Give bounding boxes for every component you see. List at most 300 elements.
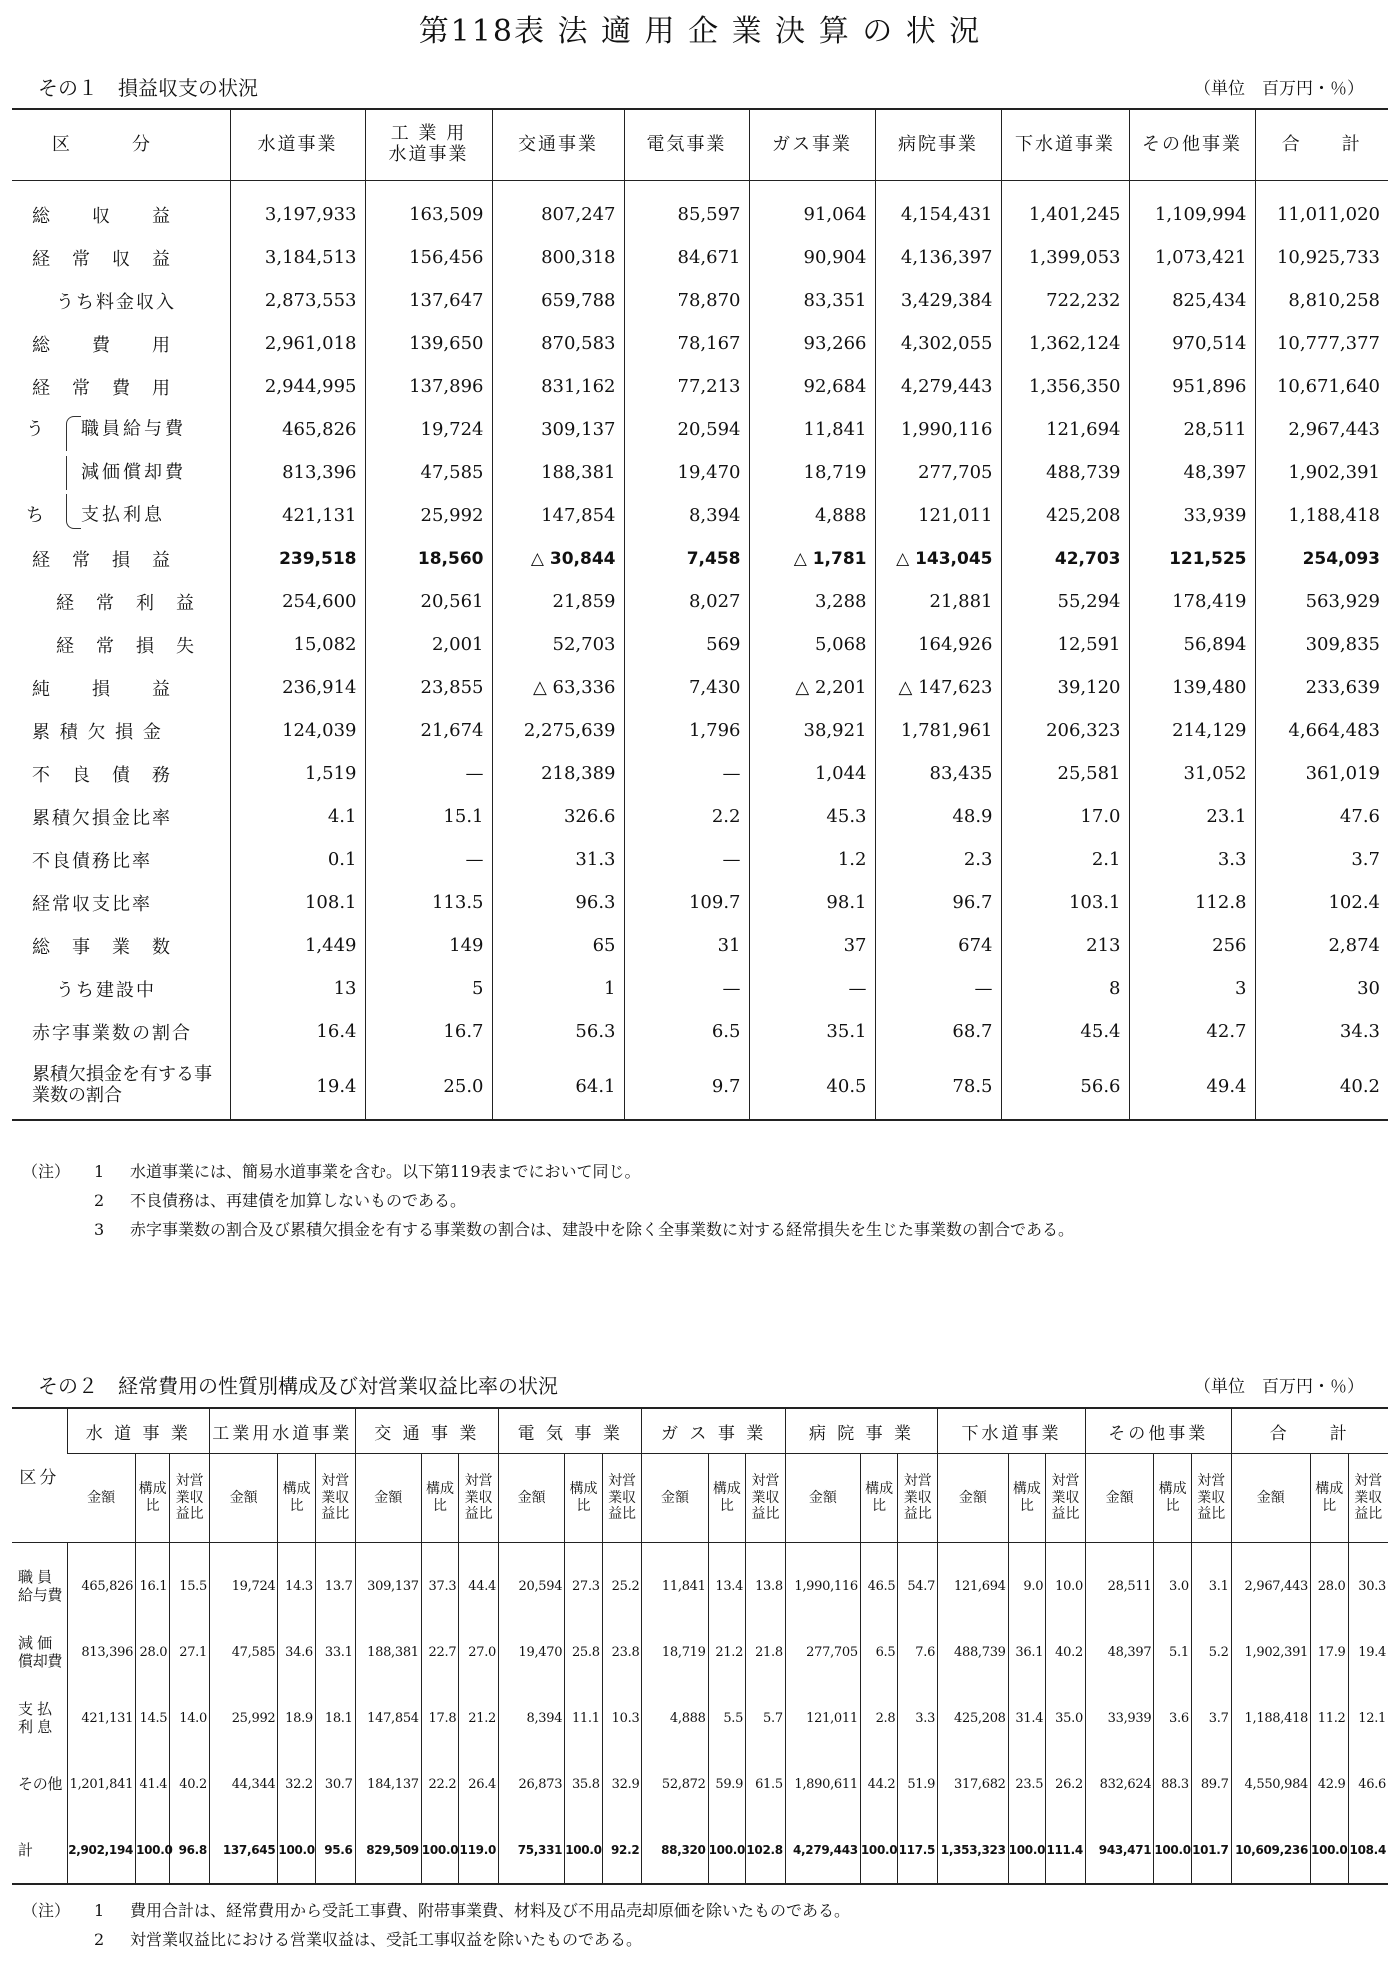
value-cell: 6.5 (860, 1619, 898, 1685)
value-cell: 3.3 (898, 1685, 938, 1751)
group-header: ガ ス 事 業 (642, 1408, 785, 1454)
value-cell: 117.5 (898, 1817, 938, 1884)
value-cell: 2,873,553 (230, 279, 365, 322)
value-cell: 59.9 (708, 1751, 746, 1817)
row-label-lead (26, 458, 66, 484)
value-cell: 112.8 (1129, 881, 1255, 924)
value-cell: 102.8 (746, 1817, 786, 1884)
value-cell: 42.9 (1311, 1751, 1349, 1817)
sub-header: 対営 業収 益比 (1046, 1454, 1086, 1543)
value-cell: 21,674 (365, 709, 492, 752)
note-line (22, 1186, 1382, 1215)
value-cell: 870,583 (492, 322, 624, 365)
value-cell: 2.1 (1001, 838, 1129, 881)
value-cell: 23,855 (365, 666, 492, 709)
value-cell: 121,694 (1001, 408, 1129, 451)
note-text: 赤字事業数の割合及び累積欠損金を有する事業数の割合は、建設中を除く全事業数に対する経常損失を生じた事業数の割合である。 (130, 1220, 1075, 1239)
value-cell: 3.1 (1191, 1543, 1231, 1620)
group-header: 工業用水道事業 (209, 1408, 355, 1454)
value-cell: 54.7 (898, 1543, 938, 1620)
value-cell: 4,136,397 (875, 236, 1001, 279)
value-cell: 8,394 (499, 1685, 565, 1751)
table-row (12, 967, 1388, 1010)
note-text: 水道事業には、簡易水道事業を含む。以下第119表までにおいて同じ。 (130, 1162, 641, 1181)
value-cell: 13 (230, 967, 365, 1010)
value-cell: 8,394 (624, 494, 749, 537)
value-cell: 1,401,245 (1001, 181, 1129, 237)
value-cell: 108.1 (230, 881, 365, 924)
col-header: 電気事業 (624, 109, 749, 181)
value-cell: 2,967,443 (1231, 1543, 1310, 1620)
value-cell: 75,331 (499, 1817, 565, 1884)
table-row (12, 666, 1388, 709)
value-cell: 326.6 (492, 795, 624, 838)
value-cell: 33,939 (1129, 494, 1255, 537)
value-cell: 31,052 (1129, 752, 1255, 795)
value-cell: 124,039 (230, 709, 365, 752)
profit-loss-table (12, 108, 1388, 1121)
row-label: 総 収 益 (32, 205, 172, 227)
row-label: 経 常 利 益 (56, 592, 196, 614)
value-cell: 101.7 (1191, 1817, 1231, 1884)
value-cell: — (365, 752, 492, 795)
value-cell: 2,902,194 (67, 1817, 135, 1884)
row-label: 支 払 利 息 (18, 1700, 52, 1736)
sub-header: 金額 (938, 1454, 1009, 1543)
value-cell: 42.7 (1129, 1010, 1255, 1053)
value-cell: 206,323 (1001, 709, 1129, 752)
value-cell: 5.7 (746, 1685, 786, 1751)
sub-header: 構成 比 (136, 1454, 170, 1543)
value-cell: 96.8 (170, 1817, 210, 1884)
value-cell: 14.5 (136, 1685, 170, 1751)
value-cell: 10.0 (1046, 1543, 1086, 1620)
row-label-text: 職員給与費 (81, 418, 186, 440)
value-cell: 1,990,116 (785, 1543, 860, 1620)
note-line (22, 1157, 1382, 1186)
value-cell: 156,456 (365, 236, 492, 279)
value-cell: 951,896 (1129, 365, 1255, 408)
value-cell: 23.5 (1008, 1751, 1046, 1817)
table-row (12, 1751, 1388, 1817)
value-cell: 27.0 (459, 1619, 499, 1685)
value-cell: 32.2 (278, 1751, 316, 1817)
value-cell: 17.8 (421, 1685, 459, 1751)
brace-mark (66, 494, 81, 529)
sub-header: 金額 (1231, 1454, 1310, 1543)
row-label: 総 費 用 (32, 334, 172, 356)
value-cell: 1,902,391 (1231, 1619, 1310, 1685)
col-header: その他事業 (1129, 109, 1255, 181)
value-cell: 188,381 (492, 451, 624, 494)
row-label: 経 常 収 益 (32, 248, 172, 270)
value-cell: 96.3 (492, 881, 624, 924)
note-text: 対営業収益比における営業収益は、受託工事収益を除いたものである。 (130, 1930, 643, 1949)
row-label: 職 員 給与費 (18, 1568, 63, 1604)
value-cell: 93,266 (749, 322, 875, 365)
row-label: 累積欠損金比率 (32, 807, 172, 829)
value-cell: 149 (365, 924, 492, 967)
sub-header: 対営 業収 益比 (746, 1454, 786, 1543)
sub-header: 対営 業収 益比 (459, 1454, 499, 1543)
value-cell: 102.4 (1255, 881, 1388, 924)
value-cell: 233,639 (1255, 666, 1388, 709)
row-label-text: 減価償却費 (81, 461, 186, 483)
value-cell: △ 2,201 (749, 666, 875, 709)
value-cell: 218,389 (492, 752, 624, 795)
part2-unit: （単位 百万円・％） (1194, 1377, 1364, 1397)
note-number: 2 (94, 1191, 105, 1210)
row-label: 赤字事業数の割合 (32, 1022, 192, 1044)
value-cell: 213 (1001, 924, 1129, 967)
value-cell: 35.1 (749, 1010, 875, 1053)
table-row (12, 279, 1388, 322)
row-label: 不良債務比率 (32, 850, 152, 872)
value-cell: 147,854 (492, 494, 624, 537)
value-cell: 30.3 (1348, 1543, 1388, 1620)
value-cell: 56.3 (492, 1010, 624, 1053)
value-cell: 37.3 (421, 1543, 459, 1620)
value-cell: 100.0 (1008, 1817, 1046, 1884)
value-cell: 4,302,055 (875, 322, 1001, 365)
value-cell: 45.3 (749, 795, 875, 838)
value-cell: 109.7 (624, 881, 749, 924)
value-cell: 139,650 (365, 322, 492, 365)
value-cell: 21.2 (708, 1619, 746, 1685)
table-row (12, 236, 1388, 279)
value-cell: 33,939 (1085, 1685, 1153, 1751)
value-cell: 1,449 (230, 924, 365, 967)
table-row (12, 451, 1388, 494)
value-cell: 813,396 (67, 1619, 135, 1685)
value-cell: 943,471 (1085, 1817, 1153, 1884)
value-cell: 813,396 (230, 451, 365, 494)
value-cell: 178,419 (1129, 580, 1255, 623)
value-cell: 108.4 (1348, 1817, 1388, 1884)
value-cell: 20,594 (499, 1543, 565, 1620)
value-cell: 465,826 (230, 408, 365, 451)
value-cell: 18.1 (315, 1685, 355, 1751)
value-cell: 65 (492, 924, 624, 967)
value-cell: 163,509 (365, 181, 492, 237)
value-cell: 46.6 (1348, 1751, 1388, 1817)
sub-header: 金額 (1085, 1454, 1153, 1543)
value-cell: 239,518 (230, 537, 365, 580)
note-line (22, 1896, 1382, 1925)
sub-header: 構成 比 (565, 1454, 603, 1543)
value-cell: 40.2 (1046, 1619, 1086, 1685)
table-row (12, 537, 1388, 580)
value-cell: 26.4 (459, 1751, 499, 1817)
sub-header: 対営 業収 益比 (602, 1454, 642, 1543)
value-cell: 5,068 (749, 623, 875, 666)
value-cell: 18,719 (642, 1619, 708, 1685)
row-label-lead: う (26, 418, 44, 440)
value-cell: 8 (1001, 967, 1129, 1010)
value-cell: 831,162 (492, 365, 624, 408)
value-cell: 119.0 (459, 1817, 499, 1884)
value-cell: 3,197,933 (230, 181, 365, 237)
value-cell: 36.1 (1008, 1619, 1046, 1685)
value-cell: 832,624 (1085, 1751, 1153, 1817)
value-cell: 277,705 (785, 1619, 860, 1685)
value-cell: 84,671 (624, 236, 749, 279)
value-cell: 40.2 (1255, 1053, 1388, 1120)
value-cell: 100.0 (278, 1817, 316, 1884)
note-line (22, 1925, 1382, 1954)
value-cell: 25.8 (565, 1619, 603, 1685)
value-cell: 1,044 (749, 752, 875, 795)
value-cell: 254,093 (1255, 537, 1388, 580)
note-number: 1 (94, 1162, 105, 1181)
group-header: 電 気 事 業 (499, 1408, 642, 1454)
value-cell: 8,810,258 (1255, 279, 1388, 322)
value-cell: 4,664,483 (1255, 709, 1388, 752)
row-label (12, 494, 230, 537)
value-cell: 3.6 (1154, 1685, 1192, 1751)
value-cell: 30.7 (315, 1751, 355, 1817)
value-cell: 164,926 (875, 623, 1001, 666)
value-cell: 26,873 (499, 1751, 565, 1817)
value-cell: 18,560 (365, 537, 492, 580)
value-cell: 2,001 (365, 623, 492, 666)
col-header: 合 計 (1255, 109, 1388, 181)
value-cell: 254,600 (230, 580, 365, 623)
value-cell: 100.0 (1311, 1817, 1349, 1884)
sub-header: 構成 比 (708, 1454, 746, 1543)
note-text: 不良債務は、再建債を加算しないものである。 (130, 1191, 467, 1210)
value-cell: 14.0 (170, 1685, 210, 1751)
value-cell: 2,874 (1255, 924, 1388, 967)
col-header: ガス事業 (749, 109, 875, 181)
value-cell: 4,154,431 (875, 181, 1001, 237)
group-header: 合 計 (1231, 1408, 1388, 1454)
value-cell: 4,279,443 (875, 365, 1001, 408)
value-cell: 7.6 (898, 1619, 938, 1685)
value-cell: 4,888 (749, 494, 875, 537)
value-cell: 1,796 (624, 709, 749, 752)
value-cell: 25,992 (365, 494, 492, 537)
value-cell: 137,896 (365, 365, 492, 408)
value-cell: △ 63,336 (492, 666, 624, 709)
col-header: 交通事業 (492, 109, 624, 181)
value-cell: 1,201,841 (67, 1751, 135, 1817)
table-row (12, 1543, 1388, 1620)
value-cell: 3.0 (1154, 1543, 1192, 1620)
value-cell: 10.3 (602, 1685, 642, 1751)
row-header: 区分 (12, 1408, 67, 1543)
value-cell: 26.2 (1046, 1751, 1086, 1817)
value-cell: 92,684 (749, 365, 875, 408)
value-cell: 2,961,018 (230, 322, 365, 365)
value-cell: 1,519 (230, 752, 365, 795)
value-cell: 1,073,421 (1129, 236, 1255, 279)
value-cell: 4,279,443 (785, 1817, 860, 1884)
value-cell: 121,694 (938, 1543, 1009, 1620)
value-cell: 10,609,236 (1231, 1817, 1310, 1884)
value-cell: 27.1 (170, 1619, 210, 1685)
value-cell: 83,351 (749, 279, 875, 322)
value-cell: 5.5 (708, 1685, 746, 1751)
row-label: 経 常 損 失 (56, 635, 196, 657)
col-header: 工 業 用 水道事業 (365, 109, 492, 181)
value-cell: 1,781,961 (875, 709, 1001, 752)
value-cell: 22.7 (421, 1619, 459, 1685)
value-cell: 137,647 (365, 279, 492, 322)
value-cell: 47.6 (1255, 795, 1388, 838)
brace-mark (66, 416, 81, 451)
note-prefix: （注） (22, 1162, 71, 1181)
value-cell: — (749, 967, 875, 1010)
value-cell: 61.5 (746, 1751, 786, 1817)
value-cell: 78.5 (875, 1053, 1001, 1120)
value-cell: 9.7 (624, 1053, 749, 1120)
row-label: 累積欠損金を有する事業数の割合 (12, 1053, 230, 1120)
value-cell: 3.7 (1191, 1685, 1231, 1751)
value-cell: 19,470 (624, 451, 749, 494)
value-cell: 28,511 (1085, 1543, 1153, 1620)
sub-header: 対営 業収 益比 (170, 1454, 210, 1543)
value-cell: 1.2 (749, 838, 875, 881)
table-row (12, 1685, 1388, 1751)
value-cell: 309,137 (355, 1543, 421, 1620)
value-cell: 100.0 (860, 1817, 898, 1884)
value-cell: 16.4 (230, 1010, 365, 1053)
value-cell: 40.2 (170, 1751, 210, 1817)
value-cell: 100.0 (136, 1817, 170, 1884)
value-cell: 27.3 (565, 1543, 603, 1620)
value-cell: 1,188,418 (1231, 1685, 1310, 1751)
value-cell: 147,854 (355, 1685, 421, 1751)
value-cell: 11,011,020 (1255, 181, 1388, 237)
value-cell: 18.9 (278, 1685, 316, 1751)
value-cell: 1,399,053 (1001, 236, 1129, 279)
value-cell: 1 (492, 967, 624, 1010)
value-cell: 7,430 (624, 666, 749, 709)
value-cell: 88,320 (642, 1817, 708, 1884)
value-cell: 111.4 (1046, 1817, 1086, 1884)
value-cell: 121,011 (785, 1685, 860, 1751)
value-cell: 100.0 (565, 1817, 603, 1884)
value-cell: 1,362,124 (1001, 322, 1129, 365)
sub-header: 金額 (209, 1454, 277, 1543)
value-cell: 2.2 (624, 795, 749, 838)
value-cell: 20,561 (365, 580, 492, 623)
value-cell: 95.6 (315, 1817, 355, 1884)
value-cell: 4.1 (230, 795, 365, 838)
sub-header: 構成 比 (1311, 1454, 1349, 1543)
value-cell: 44.2 (860, 1751, 898, 1817)
value-cell: 41.4 (136, 1751, 170, 1817)
row-label: 不 良 債 務 (32, 764, 172, 786)
value-cell: 51.9 (898, 1751, 938, 1817)
table-row (12, 1619, 1388, 1685)
table-row (12, 408, 1388, 451)
value-cell: 113.5 (365, 881, 492, 924)
table-row (12, 924, 1388, 967)
value-cell: 674 (875, 924, 1001, 967)
value-cell: 5 (365, 967, 492, 1010)
value-cell: 5.2 (1191, 1619, 1231, 1685)
row-label (12, 451, 230, 494)
value-cell: 89.7 (1191, 1751, 1231, 1817)
table-row (12, 795, 1388, 838)
sub-header: 対営 業収 益比 (315, 1454, 355, 1543)
value-cell: 39,120 (1001, 666, 1129, 709)
sub-header: 対営 業収 益比 (1348, 1454, 1388, 1543)
value-cell: 17.0 (1001, 795, 1129, 838)
value-cell: 49.4 (1129, 1053, 1255, 1120)
value-cell: 45.4 (1001, 1010, 1129, 1053)
value-cell: 807,247 (492, 181, 624, 237)
value-cell: 488,739 (938, 1619, 1009, 1685)
value-cell: — (875, 967, 1001, 1010)
value-cell: — (624, 752, 749, 795)
value-cell: 25.0 (365, 1053, 492, 1120)
value-cell: 64.1 (492, 1053, 624, 1120)
value-cell: 121,525 (1129, 537, 1255, 580)
value-cell: 85,597 (624, 181, 749, 237)
col-header: 区 分 (12, 109, 230, 181)
col-header: 下水道事業 (1001, 109, 1129, 181)
value-cell: 48,397 (1129, 451, 1255, 494)
value-cell: 23.8 (602, 1619, 642, 1685)
sub-header: 構成 比 (278, 1454, 316, 1543)
value-cell: 139,480 (1129, 666, 1255, 709)
value-cell: 15.1 (365, 795, 492, 838)
value-cell: 1,890,611 (785, 1751, 860, 1817)
value-cell: 421,131 (67, 1685, 135, 1751)
value-cell: 11,841 (749, 408, 875, 451)
value-cell: 825,434 (1129, 279, 1255, 322)
sub-header: 金額 (67, 1454, 135, 1543)
value-cell: 309,835 (1255, 623, 1388, 666)
sub-header: 対営 業収 益比 (1191, 1454, 1231, 1543)
value-cell: 31.3 (492, 838, 624, 881)
value-cell: 30 (1255, 967, 1388, 1010)
value-cell: 88.3 (1154, 1751, 1192, 1817)
value-cell: 38,921 (749, 709, 875, 752)
value-cell: 34.3 (1255, 1010, 1388, 1053)
value-cell: 34.6 (278, 1619, 316, 1685)
value-cell: 92.2 (602, 1817, 642, 1884)
part2-notes (22, 1896, 1382, 1954)
value-cell: 35.0 (1046, 1685, 1086, 1751)
table-row (12, 752, 1388, 795)
value-cell: 48,397 (1085, 1619, 1153, 1685)
value-cell: 236,914 (230, 666, 365, 709)
row-label: 累 積 欠 損 金 (32, 721, 163, 743)
value-cell: 78,167 (624, 322, 749, 365)
value-cell: 52,872 (642, 1751, 708, 1817)
value-cell: 2.8 (860, 1685, 898, 1751)
row-label: うち料金収入 (56, 291, 176, 313)
part1-subtitle: その１ 損益収支の状況 (38, 76, 258, 100)
value-cell: 425,208 (1001, 494, 1129, 537)
note-text: 費用合計は、経常費用から受託工事費、附帯事業費、材料及び不用品売却原価を除いたものである。 (130, 1901, 851, 1920)
group-header: その他事業 (1085, 1408, 1231, 1454)
table-row (12, 1817, 1388, 1884)
value-cell: 15.5 (170, 1543, 210, 1620)
sub-header: 金額 (785, 1454, 860, 1543)
table-row (12, 181, 1388, 237)
value-cell: 569 (624, 623, 749, 666)
value-cell: 488,739 (1001, 451, 1129, 494)
value-cell: 12.1 (1348, 1685, 1388, 1751)
value-cell: 13.4 (708, 1543, 746, 1620)
value-cell: 19,724 (209, 1543, 277, 1620)
value-cell: 103.1 (1001, 881, 1129, 924)
